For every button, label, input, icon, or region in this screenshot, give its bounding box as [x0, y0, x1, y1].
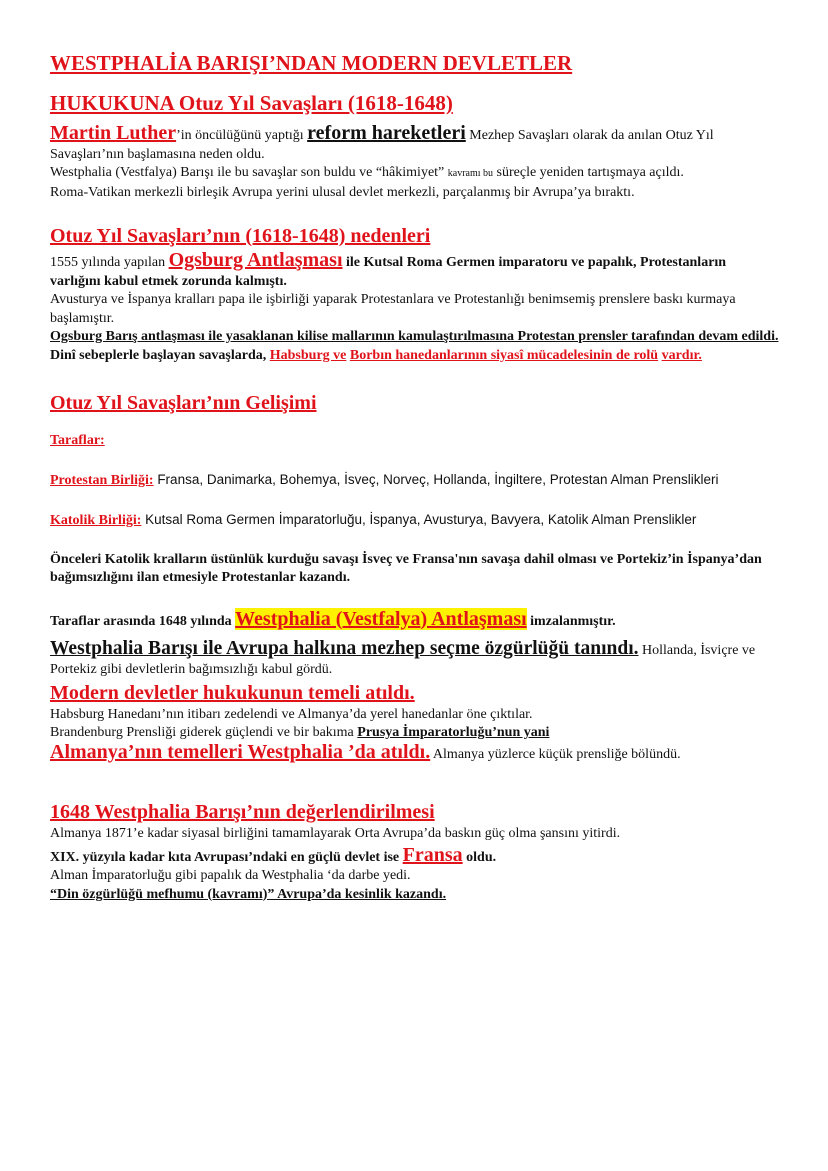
causes-paragraph-2: Avusturya ve İspanya kralları papa ile işbirliği yaparak Protestanlara ve Protestanlığı benimsemiş prenslere baskı kurmaya başlamıştır. [50, 292, 736, 326]
evaluation-paragraph-3: Alman İmparatorluğu gibi papalık da Westphalia ‘da darbe yedi. [50, 868, 411, 883]
evaluation-heading: 1648 Westphalia Barışı’nın değerlendirilmesi [50, 801, 435, 823]
protestant-union: Protestan Birliği: Fransa, Danimarka, Bohemya, İsveç, Norveç, Hollanda, İngiltere, Protestan Alman Prenslikleri [50, 471, 719, 488]
title-line-2: HUKUKUNA Otuz Yıl Savaşları (1618-1648) [50, 91, 453, 115]
development-section [50, 391, 780, 764]
causes-paragraph-4: Dinî sebeplerle başlayan savaşlarda, Habsburg ve Borbın hanedanlarının siyasî mücadelesinin de rolü vardır. [50, 347, 702, 363]
causes-heading: Otuz Yıl Savaşları’nın (1618-1648) nedenleri [50, 225, 431, 247]
freedom-highlight: Westphalia Barışı ile Avrupa halkına mezhep seçme özgürlüğü tanındı. [50, 638, 639, 659]
treaty-paragraph: Taraflar arasında 1648 yılında Westphalia (Vestfalya) Antlaşması imzalanmıştır. [50, 607, 616, 630]
brandenburg-paragraph: Brandenburg Prensliği giderek güçlendi ve bir bakıma Prusya İmparatorluğu’nun yani [50, 725, 550, 740]
sides-label: Taraflar: [50, 433, 105, 448]
habsburg-paragraph: Habsburg Hanedanı’nın itibarı zedelendi ve Almanya’da yerel hanedanlar öne çıktılar. [50, 706, 533, 722]
evaluation-paragraph-4: “Din özgürlüğü mefhumu (kavramı)” Avrupa’da kesinlik kazandı. [50, 886, 447, 902]
war-outcome: Önceleri Katolik kralların üstünlük kurduğu savaşı İsveç ve Fransa'nın savaşa dahil olması ve Portekiz’in İspanya’dan bağımsızlığını ilan etmesiyle Protestanlar kazandı. [50, 551, 762, 585]
causes-paragraph-3: Ogsburg Barış antlaşması ile yasaklanan kilise mallarının kamulaştırılmasına Protestan prensler tarafından devam edildi. [50, 329, 779, 344]
evaluation-paragraph-1: Almanya 1871’e kadar siyasal birliğini tamamlayarak Orta Avrupa’da baskın güç olma şansını yitirdi. [50, 826, 621, 841]
germany-paragraph: Almanya’nın temelleri Westphalia ’da atıldı. Almanya yüzlerce küçük prensliğe bölündü. [50, 740, 681, 763]
modern-law-highlight: Modern devletler hukukunun temeli atıldı. [50, 681, 415, 704]
catholic-union: Katolik Birliği: Kutsal Roma Germen İmparatorluğu, İspanya, Avusturya, Bavyera, Katolik Alman Prenslikler [50, 512, 697, 528]
martin-luther-highlight: Martin Luther [50, 122, 177, 144]
causes-paragraph-1: 1555 yılında yapılan Ogsburg Antlaşması ile Kutsal Roma Germen imparatoru ve papalık, Protestanların varlığını kabul etmek zorunda kalmıştı. [50, 249, 727, 289]
reform-highlight: reform hareketleri [307, 122, 466, 144]
intro-paragraph-3: Roma-Vatikan merkezli birleşik Avrupa yerini ulusal devlet merkezli, parçalanmış bir Avrupa’ya bıraktı. [50, 184, 635, 200]
title-line-1: WESTPHALİA BARIŞI’NDAN MODERN DEVLETLER [50, 51, 573, 75]
germany-highlight: Almanya’nın temelleri Westphalia ’da atıldı. [50, 740, 431, 763]
freedom-paragraph: Westphalia Barışı ile Avrupa halkına mezhep seçme özgürlüğü tanındı. Hollanda, İsviçre ve Portekiz gibi devletlerin bağımsızlığı kabul gördü. [50, 638, 756, 677]
intro-paragraph-1: Martin Luther’in öncülüğünü yaptığı reform hareketleri Mezhep Savaşları olarak da anılan Otuz Yıl Savaşları’nın başlamasına neden oldu. [50, 122, 714, 162]
causes-section [50, 224, 780, 365]
ogsburg-highlight: Ogsburg Antlaşması [168, 249, 343, 271]
intro-section [50, 124, 780, 202]
fransa-highlight: Fransa [402, 843, 463, 866]
westphalia-treaty-highlight: Westphalia (Vestfalya) Antlaşması [235, 607, 527, 630]
document-page [50, 40, 780, 904]
intro-paragraph-2: Westphalia (Vestfalya) Barışı ile bu savaşlar son buldu ve “hâkimiyet” kavramı bu süreçle yeniden tartışmaya açıldı. [50, 165, 684, 180]
evaluation-paragraph-2: XIX. yüzyıla kadar kıta Avrupası’ndaki en güçlü devlet ise Fransa oldu. [50, 843, 497, 866]
evaluation-section [50, 800, 780, 904]
development-heading: Otuz Yıl Savaşları’nın Gelişimi [50, 392, 317, 414]
